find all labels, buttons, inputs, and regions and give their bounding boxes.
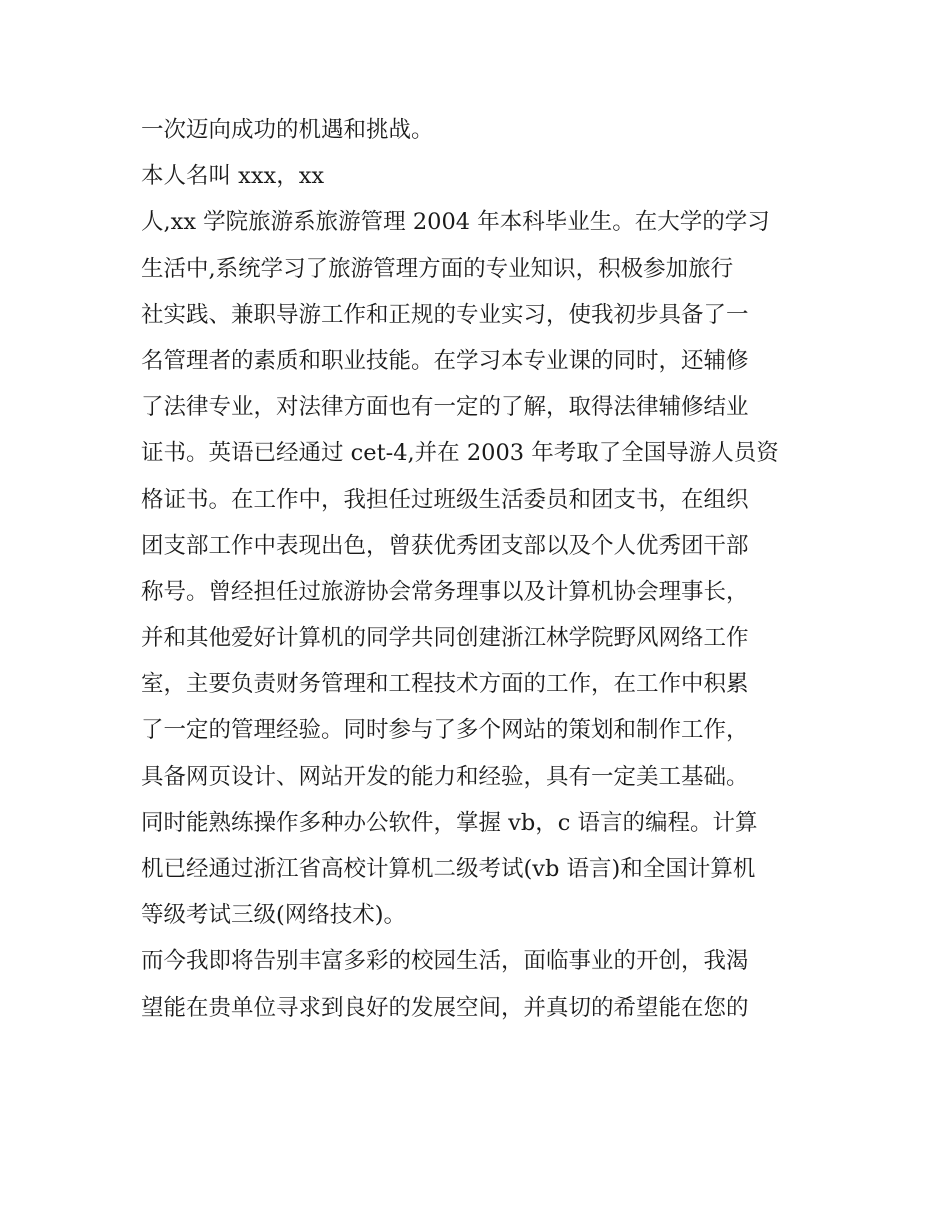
- text-line: 一次迈向成功的机遇和挑战。: [141, 117, 434, 143]
- text-line: 本人名叫 xxx，xx: [141, 163, 325, 190]
- text-line: 具备网页设计、网站开发的能力和经验，具有一定美工基础。: [141, 763, 749, 790]
- text-line: 望能在贵单位寻求到良好的发展空间，并真切的希望能在您的: [141, 994, 749, 1021]
- document-body: [141, 107, 821, 1031]
- text-line: 名管理者的素质和职业技能。在学习本专业课的同时，还辅修: [141, 347, 749, 374]
- text-line: 证书。英语已经通过 cet-4,并在 2003 年考取了全国导游人员资: [141, 440, 779, 467]
- text-line: 社实践、兼职导游工作和正规的专业实习，使我初步具备了一: [141, 301, 749, 328]
- text-line: 而今我即将告别丰富多彩的校园生活，面临事业的开创，我渴: [141, 948, 749, 975]
- text-line: 人,xx 学院旅游系旅游管理 2004 年本科毕业生。在大学的学习: [141, 209, 770, 236]
- text-line: 格证书。在工作中，我担任过班级生活委员和团支书，在组织: [141, 486, 749, 513]
- text-line: 团支部工作中表现出色，曾获优秀团支部以及个人优秀团干部: [141, 532, 749, 559]
- text-line: 同时能熟练操作多种办公软件，掌握 vb，c 语言的编程。计算: [141, 809, 758, 836]
- text-line: 并和其他爱好计算机的同学共同创建浙江林学院野风网络工作: [141, 625, 749, 652]
- text-line: 室，主要负责财务管理和工程技术方面的工作，在工作中积累: [141, 671, 749, 698]
- text-line: 等级考试三级(网络技术)。: [141, 902, 407, 929]
- text-line: 称号。曾经担任过旅游协会常务理事以及计算机协会理事长，: [141, 578, 749, 605]
- text-line: 生活中,系统学习了旅游管理方面的专业知识，积极参加旅行: [141, 255, 734, 282]
- text-line: 了一定的管理经验。同时参与了多个网站的策划和制作工作，: [141, 717, 749, 744]
- text-line: 机已经通过浙江省高校计算机二级考试(vb 语言)和全国计算机: [141, 856, 756, 882]
- text-line: 了法律专业，对法律方面也有一定的了解，取得法律辅修结业: [141, 394, 749, 421]
